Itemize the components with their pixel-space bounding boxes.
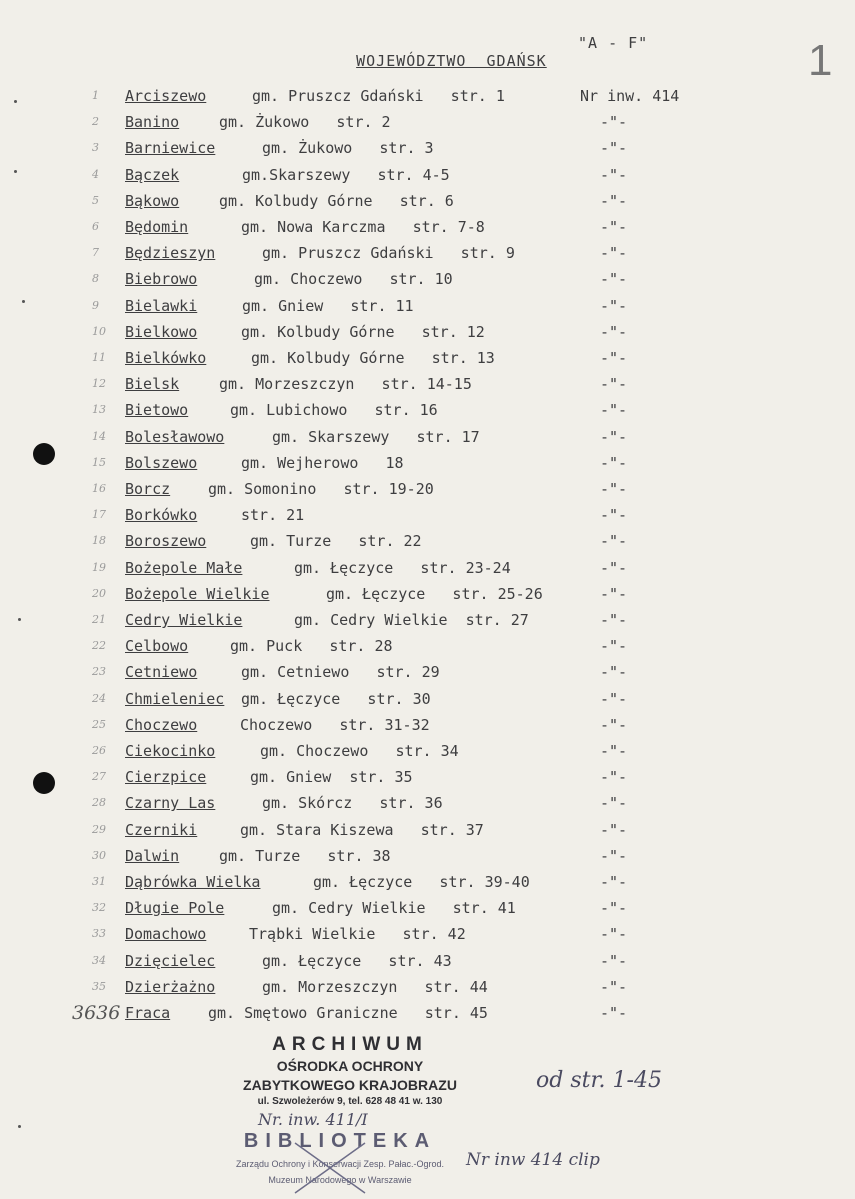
entry-town: Fraca <box>125 1004 171 1022</box>
speck <box>18 1125 21 1128</box>
ditto-mark: -"- <box>600 454 628 472</box>
entry-number: 5 <box>92 194 99 207</box>
handwritten-inventory-note: Nr inw 414 clip <box>466 1150 600 1170</box>
list-item <box>0 689 855 709</box>
entry-number: 34 <box>92 954 106 967</box>
ditto-mark: -"- <box>600 480 628 498</box>
entry-number: 18 <box>92 534 106 547</box>
entry-number: 9 <box>92 299 99 312</box>
entry-number: 8 <box>92 272 99 285</box>
list-item <box>0 584 855 604</box>
entry-details: gm. Skarszewy str. 17 <box>272 428 480 446</box>
ditto-mark: -"- <box>600 506 628 524</box>
entry-town: Celbowo <box>125 637 189 655</box>
ditto-mark: -"- <box>600 663 628 681</box>
entry-town: Długie Pole <box>125 899 225 917</box>
entry-town: Banino <box>125 113 180 131</box>
entry-number: 1 <box>92 89 99 102</box>
entry-details: gm. Morzeszczyn str. 44 <box>262 978 488 996</box>
ditto-mark: -"- <box>600 637 628 655</box>
entry-number: 4 <box>92 168 99 181</box>
speck <box>18 618 21 621</box>
entry-details: gm. Kolbudy Górne str. 13 <box>251 349 495 367</box>
entry-details: gm. Smętowo Graniczne str. 45 <box>208 1004 488 1022</box>
entry-town: Dzierżażno <box>125 978 216 996</box>
stamp-handwritten-inventory: Nr. inw. 411/I <box>258 1110 368 1129</box>
entry-details: Trąbki Wielkie str. 42 <box>249 925 466 943</box>
entry-town: Chmieleniec <box>125 690 225 708</box>
list-item <box>0 400 855 420</box>
ditto-mark: -"- <box>600 113 628 131</box>
ditto-mark: -"- <box>600 768 628 786</box>
ditto-mark: -"- <box>600 585 628 603</box>
ditto-mark: -"- <box>600 978 628 996</box>
entry-number: 33 <box>92 927 106 940</box>
entry-number: 7 <box>92 246 99 259</box>
ditto-mark: -"- <box>600 349 628 367</box>
list-item <box>0 558 855 578</box>
entry-number: 2 <box>92 115 99 128</box>
entry-number: 20 <box>92 587 106 600</box>
handwritten-page-range: od str. 1-45 <box>536 1068 662 1093</box>
ditto-mark: -"- <box>600 166 628 184</box>
list-item <box>0 898 855 918</box>
entry-number: 13 <box>92 403 106 416</box>
entry-town: Dalwin <box>125 847 180 865</box>
entry-details: gm. Cetniewo str. 29 <box>241 663 440 681</box>
ditto-mark: -"- <box>600 794 628 812</box>
entry-town: Bielawki <box>125 297 198 315</box>
archive-stamp <box>235 1034 465 1107</box>
speck <box>14 100 17 103</box>
list-item <box>0 636 855 656</box>
ditto-mark: -"- <box>600 847 628 865</box>
ditto-mark: -"- <box>600 532 628 550</box>
entry-details: str. 21 <box>241 506 305 524</box>
list-item <box>0 191 855 211</box>
entry-number: 6 <box>92 220 99 233</box>
list-item <box>0 820 855 840</box>
list-item <box>0 872 855 892</box>
list-item <box>0 427 855 447</box>
entry-town: Barniewice <box>125 139 216 157</box>
library-stamp-title: BIBLIOTEKA <box>243 1130 437 1152</box>
entry-details: gm. Kolbudy Górne str. 6 <box>219 192 454 210</box>
entry-town: Dąbrówka Wielka <box>125 873 261 891</box>
list-item <box>0 741 855 761</box>
entry-number: 17 <box>92 508 106 521</box>
ditto-mark: -"- <box>600 270 628 288</box>
entry-details: gm. Choczewo str. 10 <box>254 270 453 288</box>
entry-details: gm. Łęczyce str. 39-40 <box>313 873 530 891</box>
entry-number: 30 <box>92 849 106 862</box>
list-item <box>0 112 855 132</box>
entry-town: Bietowo <box>125 401 189 419</box>
cross-mark-icon <box>290 1138 370 1198</box>
entry-number: 31 <box>92 875 106 888</box>
entry-details: gm. Żukowo str. 2 <box>219 113 391 131</box>
list-item <box>0 793 855 813</box>
ditto-mark: -"- <box>600 401 628 419</box>
punch-hole <box>33 772 55 794</box>
list-item <box>0 374 855 394</box>
entry-details: gm. Choczewo str. 34 <box>260 742 459 760</box>
entry-number: 24 <box>92 692 106 705</box>
list-item <box>0 531 855 551</box>
list-item <box>0 243 855 263</box>
entry-town: Bielkówko <box>125 349 207 367</box>
entry-details: gm. Gniew str. 11 <box>242 297 414 315</box>
stamp-line-1: ARCHIWUM <box>272 1034 428 1055</box>
entry-details: gm. Cedry Wielkie str. 27 <box>294 611 529 629</box>
entry-details: gm. Gniew str. 35 <box>250 768 413 786</box>
list-item <box>0 453 855 473</box>
entry-details: gm. Turze str. 38 <box>219 847 391 865</box>
entry-town: Bolesławowo <box>125 428 225 446</box>
entry-town: Bąkowo <box>125 192 180 210</box>
stamp-line-3: ZABYTKOWEGO KRAJOBRAZU <box>243 1077 457 1093</box>
entry-town: Bożepole Wielkie <box>125 585 270 603</box>
entry-town: Ciekocinko <box>125 742 216 760</box>
stamp-line-4: ul. Szwoleżerów 9, tel. 628 48 41 w. 130 <box>257 1096 443 1107</box>
entry-town: Borcz <box>125 480 171 498</box>
ditto-mark: -"- <box>600 821 628 839</box>
list-item <box>0 217 855 237</box>
list-item <box>0 951 855 971</box>
ditto-mark: -"- <box>600 925 628 943</box>
entry-details: gm.Skarszewy str. 4-5 <box>242 166 450 184</box>
ditto-mark: -"- <box>600 1004 628 1022</box>
list-item <box>0 322 855 342</box>
ditto-mark: -"- <box>600 139 628 157</box>
corner-page-mark: 1 <box>808 36 833 85</box>
library-stamp-line-1: Zarządu Ochrony i Konserwacji Zesp. Pałac.-Ogrod. <box>235 1159 445 1169</box>
entry-number: 27 <box>92 770 106 783</box>
entry-number: 10 <box>92 325 106 338</box>
entry-town: Choczewo <box>125 716 198 734</box>
entry-number: 32 <box>92 901 106 914</box>
ditto-mark: -"- <box>600 192 628 210</box>
entry-town: Biebrowo <box>125 270 198 288</box>
entry-details: gm. Turze str. 22 <box>250 532 422 550</box>
list-item <box>0 479 855 499</box>
entry-number: 35 <box>92 980 106 993</box>
list-item <box>0 296 855 316</box>
entry-town: Będomin <box>125 218 189 236</box>
ditto-mark: -"- <box>600 716 628 734</box>
entry-number: 15 <box>92 456 106 469</box>
entry-town: Będzieszyn <box>125 244 216 262</box>
ditto-mark: -"- <box>600 297 628 315</box>
ditto-mark: -"- <box>600 323 628 341</box>
library-stamp-line-2: Muzeum Narodowego w Warszawie <box>268 1175 412 1185</box>
list-item <box>0 767 855 787</box>
entry-number: 3 <box>92 141 99 154</box>
entry-number: 26 <box>92 744 106 757</box>
entry-number: 25 <box>92 718 106 731</box>
ditto-mark: -"- <box>600 952 628 970</box>
entry-number: 28 <box>92 796 106 809</box>
entry-details: gm. Skórcz str. 36 <box>262 794 443 812</box>
entry-town: Bolszewo <box>125 454 198 472</box>
entry-number: 3636 <box>72 1002 121 1024</box>
list-item <box>0 977 855 997</box>
entry-details: gm. Kolbudy Górne str. 12 <box>241 323 485 341</box>
list-item <box>0 86 855 106</box>
entry-town: Bożepole Małe <box>125 559 243 577</box>
entry-town: Cierzpice <box>125 768 207 786</box>
list-item <box>0 505 855 525</box>
entry-details: gm. Wejherowo 18 <box>241 454 404 472</box>
entry-inventory-number: Nr inw. 414 <box>580 87 680 105</box>
entry-number: 23 <box>92 665 106 678</box>
header-range: "A - F" <box>578 34 649 52</box>
entry-details: gm. Stara Kiszewa str. 37 <box>240 821 484 839</box>
entry-number: 19 <box>92 561 106 574</box>
list-item <box>0 924 855 944</box>
entry-details: gm. Puck str. 28 <box>230 637 393 655</box>
entry-number: 14 <box>92 430 106 443</box>
speck <box>22 300 25 303</box>
ditto-mark: -"- <box>600 873 628 891</box>
entry-number: 21 <box>92 613 106 626</box>
list-item <box>0 1003 855 1023</box>
ditto-mark: -"- <box>600 375 628 393</box>
entry-details: gm. Morzeszczyn str. 14-15 <box>219 375 472 393</box>
ditto-mark: -"- <box>600 218 628 236</box>
header-title: WOJEWÓDZTWO GDAŃSK <box>356 52 547 70</box>
list-item <box>0 348 855 368</box>
entry-town: Bielsk <box>125 375 180 393</box>
list-item <box>0 610 855 630</box>
entry-details: gm. Nowa Karczma str. 7-8 <box>241 218 485 236</box>
stamp-line-2: OŚRODKA OCHRONY <box>276 1058 424 1074</box>
entry-details: gm. Pruszcz Gdański str. 9 <box>262 244 515 262</box>
speck <box>14 170 17 173</box>
entry-number: 12 <box>92 377 106 390</box>
entry-number: 11 <box>92 351 106 364</box>
entry-town: Borkówko <box>125 506 198 524</box>
entry-details: gm. Lubichowo str. 16 <box>230 401 438 419</box>
entry-details: gm. Łęczyce str. 23-24 <box>294 559 511 577</box>
entry-details: gm. Łęczyce str. 30 <box>241 690 431 708</box>
entry-details: gm. Łęczyce str. 25-26 <box>326 585 543 603</box>
entry-number: 16 <box>92 482 106 495</box>
ditto-mark: -"- <box>600 611 628 629</box>
ditto-mark: -"- <box>600 428 628 446</box>
entry-details: gm. Pruszcz Gdański str. 1 <box>252 87 505 105</box>
ditto-mark: -"- <box>600 690 628 708</box>
ditto-mark: -"- <box>600 244 628 262</box>
entry-details: gm. Żukowo str. 3 <box>262 139 434 157</box>
ditto-mark: -"- <box>600 899 628 917</box>
punch-hole <box>33 443 55 465</box>
entry-number: 29 <box>92 823 106 836</box>
list-item <box>0 662 855 682</box>
entry-details: gm. Cedry Wielkie str. 41 <box>272 899 516 917</box>
entry-town: Cetniewo <box>125 663 198 681</box>
entry-details: gm. Somonino str. 19-20 <box>208 480 434 498</box>
list-item <box>0 165 855 185</box>
entry-town: Dzięcielec <box>125 952 216 970</box>
entry-town: Czerniki <box>125 821 198 839</box>
list-item <box>0 138 855 158</box>
ditto-mark: -"- <box>600 742 628 760</box>
list-item <box>0 846 855 866</box>
entry-town: Domachowo <box>125 925 207 943</box>
entry-town: Cedry Wielkie <box>125 611 243 629</box>
entry-details: Choczewo str. 31-32 <box>240 716 430 734</box>
list-item <box>0 269 855 289</box>
entry-number: 22 <box>92 639 106 652</box>
entry-town: Czarny Las <box>125 794 216 812</box>
entry-town: Bielkowo <box>125 323 198 341</box>
list-item <box>0 715 855 735</box>
ditto-mark: -"- <box>600 559 628 577</box>
entry-details: gm. Łęczyce str. 43 <box>262 952 452 970</box>
entry-town: Arciszewo <box>125 87 207 105</box>
entry-town: Bączek <box>125 166 180 184</box>
entry-town: Boroszewo <box>125 532 207 550</box>
